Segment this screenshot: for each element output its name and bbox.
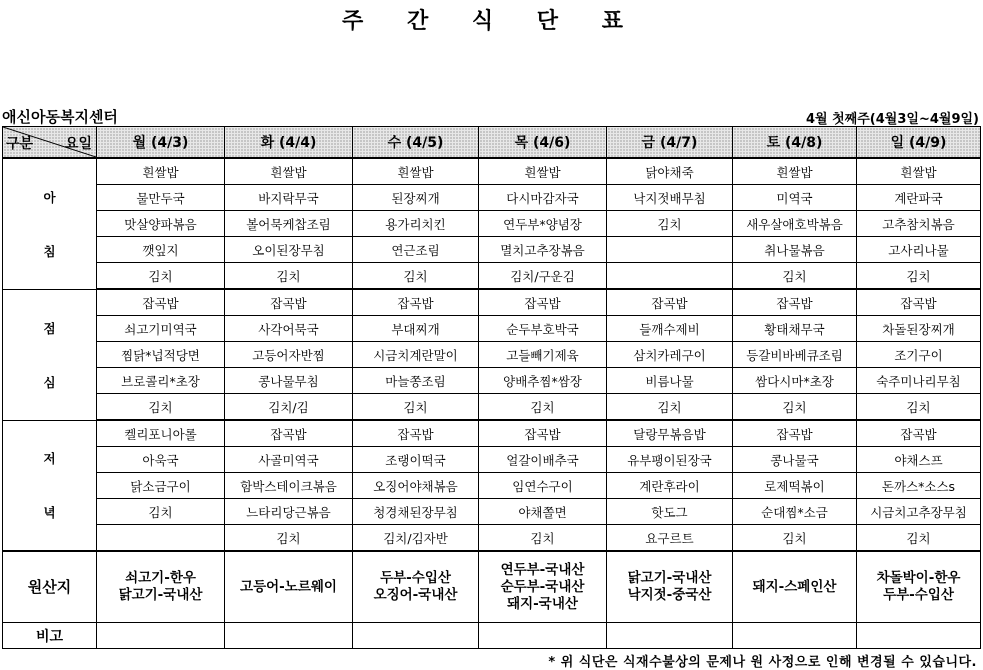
menu-item-dinner-sat: 김치	[733, 525, 857, 552]
menu-item-lunch-sat: 등갈비바베큐조림	[733, 342, 857, 368]
corner-label-category: 구분	[6, 136, 34, 152]
corner-header	[3, 127, 97, 159]
day-header-fri: 금 (4/7)	[607, 127, 733, 159]
dinner-row	[3, 525, 981, 552]
menu-item-dinner-thu: 얼갈이배추국	[479, 447, 607, 473]
menu-item-dinner-wed: 잡곡밥	[353, 420, 479, 447]
menu-item-lunch-thu: 김치	[479, 394, 607, 421]
menu-item-lunch-wed: 시금치계란말이	[353, 342, 479, 368]
menu-item-breakfast-thu: 연두부*양념장	[479, 211, 607, 237]
day-header-tue: 화 (4/4)	[225, 127, 353, 159]
menu-item-dinner-fri: 요구르트	[607, 525, 733, 552]
menu-item-lunch-thu: 순두부호박국	[479, 316, 607, 342]
menu-item-breakfast-wed: 흰쌀밥	[353, 158, 479, 185]
menu-item-dinner-sun: 돈까스*소스s	[857, 473, 981, 499]
origin-line: 쇠고기-한우	[125, 570, 196, 586]
menu-item-breakfast-wed: 된장찌개	[353, 185, 479, 211]
remarks-tue	[225, 623, 353, 649]
menu-item-lunch-tue: 고등어자반찜	[225, 342, 353, 368]
remarks-row	[3, 623, 981, 649]
menu-item-dinner-thu: 야채쫄면	[479, 499, 607, 525]
menu-item-lunch-thu: 양배추찜*쌈장	[479, 368, 607, 394]
menu-item-dinner-thu: 임연수구이	[479, 473, 607, 499]
origin-line: 두부-수입산	[883, 587, 954, 603]
breakfast-row	[3, 185, 981, 211]
menu-item-lunch-thu: 잡곡밥	[479, 289, 607, 316]
menu-item-dinner-sun: 잡곡밥	[857, 420, 981, 447]
menu-item-breakfast-sun: 김치	[857, 263, 981, 290]
origin-thu	[479, 551, 607, 623]
day-header-sun: 일 (4/9)	[857, 127, 981, 159]
menu-item-breakfast-sun: 고추참치볶음	[857, 211, 981, 237]
menu-item-breakfast-wed: 연근조림	[353, 237, 479, 263]
menu-item-breakfast-wed: 용가리치킨	[353, 211, 479, 237]
dinner-row	[3, 473, 981, 499]
meal-label-bottom: 녁	[43, 505, 56, 521]
menu-item-lunch-thu: 고들빼기제육	[479, 342, 607, 368]
menu-item-lunch-wed: 부대찌개	[353, 316, 479, 342]
menu-item-lunch-tue: 잡곡밥	[225, 289, 353, 316]
menu-item-dinner-mon: 김치	[97, 499, 225, 525]
remarks-fri	[607, 623, 733, 649]
lunch-row	[3, 342, 981, 368]
menu-item-breakfast-fri	[607, 237, 733, 263]
menu-item-dinner-fri: 달랑무볶음밥	[607, 420, 733, 447]
menu-item-lunch-fri: 들깨수제비	[607, 316, 733, 342]
meal-label-bottom: 심	[43, 374, 56, 390]
menu-item-dinner-mon: 닭소금구이	[97, 473, 225, 499]
origin-line: 낙지젓-중국산	[627, 587, 712, 603]
origin-sun	[857, 551, 981, 623]
menu-item-lunch-sun: 김치	[857, 394, 981, 421]
menu-item-dinner-tue: 사골미역국	[225, 447, 353, 473]
menu-item-lunch-sat: 쌈다시마*초장	[733, 368, 857, 394]
dinner-row	[3, 499, 981, 525]
menu-item-lunch-tue: 김치/김	[225, 394, 353, 421]
menu-item-lunch-sat: 김치	[733, 394, 857, 421]
breakfast-row	[3, 237, 981, 263]
center-name: 애신아동복지센터	[2, 108, 118, 126]
remarks-label: 비고	[3, 623, 97, 649]
breakfast-label	[3, 158, 97, 289]
meal-label-top: 아	[43, 189, 56, 205]
menu-item-breakfast-mon: 김치	[97, 263, 225, 290]
menu-item-lunch-fri: 잡곡밥	[607, 289, 733, 316]
menu-item-breakfast-sat: 새우살애호박볶음	[733, 211, 857, 237]
menu-item-dinner-thu: 잡곡밥	[479, 420, 607, 447]
origin-fri	[607, 551, 733, 623]
menu-item-breakfast-mon: 깻잎지	[97, 237, 225, 263]
menu-item-breakfast-tue: 김치	[225, 263, 353, 290]
origin-tue	[225, 551, 353, 623]
dinner-row	[3, 447, 981, 473]
origin-sat	[733, 551, 857, 623]
menu-item-breakfast-sun: 고사리나물	[857, 237, 981, 263]
menu-item-breakfast-sat: 취나물볶음	[733, 237, 857, 263]
menu-item-breakfast-thu: 멸치고추장볶음	[479, 237, 607, 263]
menu-item-breakfast-thu: 다시마감자국	[479, 185, 607, 211]
menu-item-breakfast-sat: 흰쌀밥	[733, 158, 857, 185]
menu-item-dinner-wed: 조랭이떡국	[353, 447, 479, 473]
menu-item-lunch-fri: 비름나물	[607, 368, 733, 394]
menu-item-lunch-sun: 잡곡밥	[857, 289, 981, 316]
menu-item-dinner-fri: 계란후라이	[607, 473, 733, 499]
menu-item-lunch-sun: 차돌된장찌개	[857, 316, 981, 342]
menu-item-dinner-thu: 김치	[479, 525, 607, 552]
menu-item-dinner-fri: 유부팽이된장국	[607, 447, 733, 473]
menu-item-dinner-tue: 느타리당근볶음	[225, 499, 353, 525]
menu-item-dinner-sun: 시금치고추장무침	[857, 499, 981, 525]
menu-body	[3, 158, 981, 649]
menu-item-dinner-sat: 순대찜*소금	[733, 499, 857, 525]
origin-line: 연두부-국내산	[500, 561, 585, 578]
origin-line: 돼지-국내산	[507, 595, 578, 612]
breakfast-row	[3, 158, 981, 185]
menu-item-lunch-mon: 찜닭*넙적당면	[97, 342, 225, 368]
menu-item-breakfast-tue: 볼어묵케찹조림	[225, 211, 353, 237]
menu-item-lunch-wed: 잡곡밥	[353, 289, 479, 316]
breakfast-row	[3, 263, 981, 290]
menu-item-breakfast-sun: 흰쌀밥	[857, 158, 981, 185]
menu-item-dinner-mon: 아욱국	[97, 447, 225, 473]
menu-item-lunch-wed: 마늘쫑조림	[353, 368, 479, 394]
origin-row	[3, 551, 981, 623]
menu-item-lunch-fri: 김치	[607, 394, 733, 421]
menu-item-dinner-tue: 함박스테이크볶음	[225, 473, 353, 499]
menu-item-lunch-tue: 콩나물무침	[225, 368, 353, 394]
day-header-thu: 목 (4/6)	[479, 127, 607, 159]
menu-item-dinner-sat: 콩나물국	[733, 447, 857, 473]
origin-line: 순두부-국내산	[500, 578, 585, 595]
remarks-sat	[733, 623, 857, 649]
meal-label-top: 저	[43, 451, 56, 467]
menu-item-dinner-wed: 오징어야채볶음	[353, 473, 479, 499]
menu-item-breakfast-fri: 닭야채죽	[607, 158, 733, 185]
menu-item-breakfast-mon: 맛살양파볶음	[97, 211, 225, 237]
menu-item-dinner-tue: 김치	[225, 525, 353, 552]
menu-item-breakfast-mon: 흰쌀밥	[97, 158, 225, 185]
menu-item-dinner-mon	[97, 525, 225, 552]
weekly-menu-table	[2, 126, 981, 649]
menu-item-breakfast-sun: 계란파국	[857, 185, 981, 211]
menu-item-lunch-sat: 황태채무국	[733, 316, 857, 342]
menu-item-dinner-mon: 켈리포니아롤	[97, 420, 225, 447]
day-header-mon: 월 (4/3)	[97, 127, 225, 159]
menu-item-lunch-sun: 숙주미나리무침	[857, 368, 981, 394]
dinner-label	[3, 420, 97, 551]
remarks-wed	[353, 623, 479, 649]
menu-item-breakfast-fri	[607, 263, 733, 290]
remarks-sun	[857, 623, 981, 649]
origin-label: 원산지	[3, 551, 97, 623]
menu-item-dinner-tue: 잡곡밥	[225, 420, 353, 447]
menu-item-breakfast-wed: 김치	[353, 263, 479, 290]
origin-line: 오징어-국내산	[373, 587, 458, 603]
menu-item-breakfast-tue: 흰쌀밥	[225, 158, 353, 185]
lunch-label	[3, 289, 97, 420]
menu-item-breakfast-tue: 오이된장무침	[225, 237, 353, 263]
remarks-thu	[479, 623, 607, 649]
menu-item-dinner-wed: 청경채된장무침	[353, 499, 479, 525]
menu-item-breakfast-tue: 바지락무국	[225, 185, 353, 211]
lunch-row	[3, 394, 981, 421]
lunch-row	[3, 316, 981, 342]
origin-mon	[97, 551, 225, 623]
origin-line: 닭고기-국내산	[118, 587, 203, 603]
menu-item-lunch-sat: 잡곡밥	[733, 289, 857, 316]
dinner-row	[3, 420, 981, 447]
menu-item-breakfast-mon: 물만두국	[97, 185, 225, 211]
day-header-wed: 수 (4/5)	[353, 127, 479, 159]
page-title: 주 간 식 단 표	[342, 9, 641, 34]
day-header-sat: 토 (4/8)	[733, 127, 857, 159]
menu-item-dinner-sun: 야채스프	[857, 447, 981, 473]
menu-item-breakfast-fri: 낙지젓배무침	[607, 185, 733, 211]
menu-item-breakfast-sat: 미역국	[733, 185, 857, 211]
menu-item-breakfast-fri: 김치	[607, 211, 733, 237]
menu-item-lunch-mon: 브로콜리*초장	[97, 368, 225, 394]
menu-item-dinner-sat: 잡곡밥	[733, 420, 857, 447]
week-label: 4월 첫째주(4월3일~4월9일)	[806, 112, 979, 127]
menu-item-dinner-sun: 김치	[857, 525, 981, 552]
origin-line: 닭고기-국내산	[627, 570, 712, 586]
footnote: * 위 식단은 식재수불상의 문제나 원 사정으로 인해 변경될 수 있습니다.	[548, 655, 977, 670]
origin-line: 돼지-스페인산	[752, 578, 837, 595]
header-row	[3, 127, 981, 159]
menu-item-lunch-tue: 사각어묵국	[225, 316, 353, 342]
origin-wed	[353, 551, 479, 623]
remarks-mon	[97, 623, 225, 649]
origin-line: 고등어-노르웨이	[240, 578, 337, 595]
menu-item-dinner-fri: 핫도그	[607, 499, 733, 525]
meal-label-top: 점	[43, 320, 56, 336]
menu-item-dinner-wed: 김치/김자반	[353, 525, 479, 552]
breakfast-row	[3, 211, 981, 237]
menu-item-lunch-mon: 김치	[97, 394, 225, 421]
menu-item-lunch-mon: 잡곡밥	[97, 289, 225, 316]
lunch-row	[3, 289, 981, 316]
menu-item-lunch-wed: 김치	[353, 394, 479, 421]
menu-item-breakfast-thu: 김치/구운김	[479, 263, 607, 290]
menu-item-lunch-sun: 조기구이	[857, 342, 981, 368]
menu-item-breakfast-sat: 김치	[733, 263, 857, 290]
corner-label-day: 요일	[64, 136, 92, 152]
meal-label-bottom: 침	[43, 243, 56, 259]
menu-item-lunch-mon: 쇠고기미역국	[97, 316, 225, 342]
lunch-row	[3, 368, 981, 394]
menu-item-lunch-fri: 삼치카레구이	[607, 342, 733, 368]
menu-item-dinner-sat: 로제떡볶이	[733, 473, 857, 499]
origin-line: 두부-수입산	[380, 570, 451, 586]
menu-item-breakfast-thu: 흰쌀밥	[479, 158, 607, 185]
origin-line: 차돌박이-한우	[876, 570, 961, 586]
